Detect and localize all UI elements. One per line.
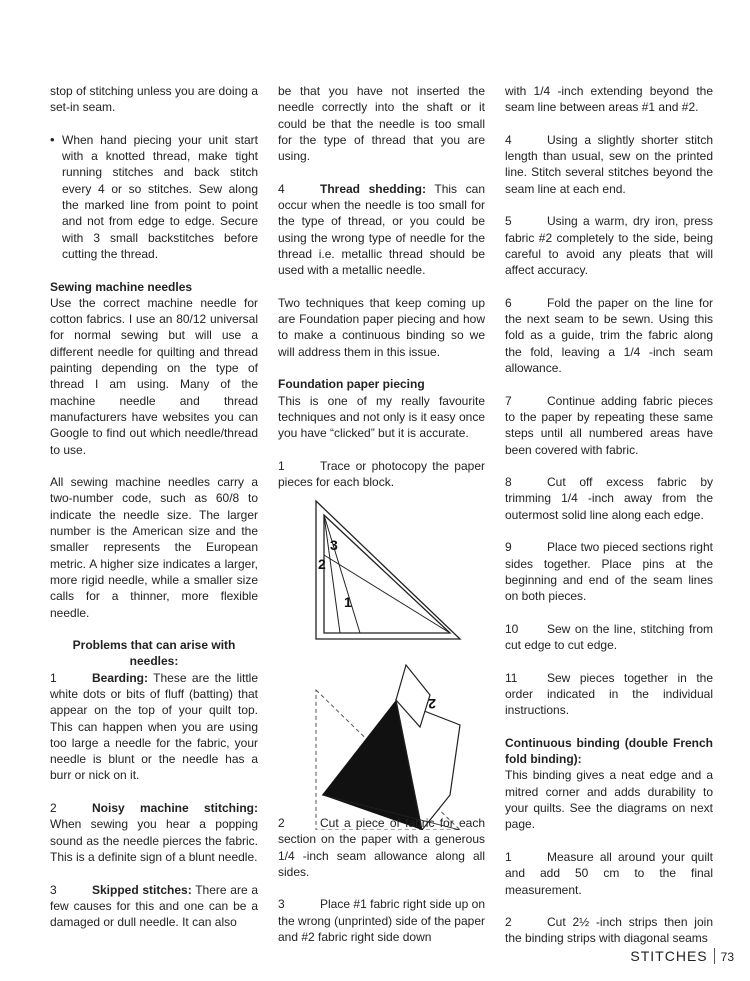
page-number: 73	[720, 950, 734, 964]
item-number: 2	[50, 801, 57, 816]
step-item	[505, 295, 713, 376]
step-item	[278, 458, 485, 491]
item-number: 3	[50, 882, 57, 897]
item-title: Thread shedding:	[320, 181, 426, 196]
area-label-2-flipped: 2	[428, 696, 436, 712]
step-item	[278, 896, 485, 945]
paragraph: This binding gives a neat edge and a mitred corner and adds durability to your quilts. See the diagrams on next page.	[505, 768, 713, 832]
column-2	[278, 83, 485, 507]
item-number: 4	[505, 132, 512, 147]
item-text: Fold the paper on the line for the next seam to be sewn. Using this fold as a guide, trim the fabric along the fold, leaving a 1/4 -inch seam allowance.	[505, 295, 713, 376]
bullet-item: • When hand piecing your unit start with a knotted thread, make tight running stitches and back stitch every 4 or so stitches. Sew along the marked line from point to point and not from edge to edge. Secure with 3 small backstitches before cutting the thread.	[50, 132, 258, 262]
step-item	[505, 849, 713, 898]
step-item	[505, 914, 713, 947]
item-number: 11	[505, 670, 518, 685]
item-number: 4	[278, 181, 285, 196]
item-text: Cut off excess fabric by trimming 1/4 -inch away from the outermost solid line along each edge.	[505, 475, 713, 522]
item-text: There are a few causes for this and one can be a damaged or dull needle. It can also	[50, 882, 258, 930]
item-title: Noisy machine stitching:	[92, 801, 258, 816]
step-item	[505, 670, 713, 719]
item-number: 3	[278, 897, 285, 912]
item-text: Cut 2½ -inch strips then join the binding strips with diagonal seams	[505, 915, 713, 946]
step-item	[278, 815, 485, 880]
item-text: When sewing you hear a popping sound as the needle pierces the fabric. This is a definite sign of a blunt needle.	[50, 817, 258, 864]
paragraph: Two techniques that keep coming up are Foundation paper piecing and how to make a continuous binding so we will address them in this issue.	[278, 295, 485, 359]
item-text: Sew on the line, stitching from cut edge to cut edge.	[505, 621, 713, 653]
paragraph: with 1/4 -inch extending beyond the seam line between areas #1 and #2.	[505, 84, 713, 115]
step-item	[505, 474, 713, 523]
item-number: 10	[505, 621, 519, 636]
item-number: 7	[505, 393, 512, 408]
section-heading: Continuous binding (double French fold binding):	[505, 735, 713, 767]
step-item	[505, 621, 713, 654]
magazine-name: STITCHES	[630, 948, 708, 964]
item-number: 2	[505, 915, 512, 930]
footer-divider	[714, 948, 715, 964]
problem-item	[278, 181, 485, 279]
item-text: Continue adding fabric pieces to the paper by repeating these same steps until all numbered areas have been covered with fabric.	[505, 393, 713, 457]
item-text: This can occur when the needle is too small for the type of thread, or you could be using the wrong type of needle for the thread i.e. metallic thread should be used with a metallic needle.	[278, 181, 485, 278]
item-text: Measure all around your quilt and add 50 cm to the final measurement.	[505, 849, 713, 897]
item-number: 5	[505, 214, 512, 229]
item-text: Place #1 fabric right side up on the wrong (unprinted) side of the paper and #2 fabric right side down	[278, 897, 485, 945]
paragraph: be that you have not inserted the needle correctly into the shaft or it could be that the needle is too small for the type of thread that you are using.	[278, 84, 485, 164]
page-footer	[630, 948, 734, 964]
step-item	[505, 393, 713, 458]
item-number: 6	[505, 295, 512, 310]
paragraph: stop of stitching unless you are doing a set-in seam.	[50, 84, 258, 115]
step-item	[505, 213, 713, 278]
item-text: Place two pieced sections right sides together. Place pins at the beginning and end of the seam lines on both pieces.	[505, 540, 713, 604]
item-text: Using a warm, dry iron, press fabric #2 completely to the side, being careful to avoid any pleats that will affect accuracy.	[505, 214, 713, 278]
item-number: 2	[278, 816, 285, 830]
problem-item	[50, 882, 258, 931]
problem-item	[50, 670, 258, 784]
item-text: Sew pieces together in the order indicated in the individual instructions.	[505, 670, 713, 718]
section-heading: Foundation paper piecing	[278, 377, 425, 392]
item-text: Using a slightly shorter stitch length than usual, sew on the printed line. Stitch several stitches beyond the seam line at each end.	[505, 132, 713, 196]
item-text: These are the little white dots or bits of fluff (batting) that appear on the top of your quilt top. This can happen when you are using too large a needle for the fabric, your needle is blunt or the needle has a burr or nick on it.	[50, 670, 258, 783]
step-item	[505, 539, 713, 604]
area-label-1: 1	[344, 594, 352, 610]
paragraph: This is one of my really favourite techniques and not only is it easy once you have “clicked” but it is accurate.	[278, 393, 485, 441]
item-text: Trace or photocopy the paper pieces for each block.	[278, 458, 485, 490]
area-label-2: 2	[318, 556, 326, 572]
foundation-piecing-diagram	[300, 495, 475, 830]
section-heading: Problems that can arise with needles:	[72, 638, 236, 669]
column-1	[50, 83, 258, 947]
item-text: Cut a piece of fabric for each section on the paper with a generous 1/4 -inch seam allowance along all sides.	[278, 816, 485, 879]
paragraph: Use the correct machine needle for cotton fabrics. I use an 80/12 universal for normal sewing but will use a different needle for quilting and thread painting depending on the type of thread I am using. Many of the machine needle and thread manufacturers have websites you can Google to find out which needle/thread to use.	[50, 295, 258, 457]
item-number: 1	[505, 849, 512, 864]
problem-item	[50, 800, 258, 865]
section-heading: Sewing machine needles	[50, 279, 193, 294]
paragraph: All sewing machine needles carry a two-number code, such as 60/8 to indicate the needle size. The larger number is the American size and the smaller represents the European metric. A higher size indicates a larger, more rigid needle, while a smaller size calls for a thinner, more flexible needle.	[50, 475, 258, 620]
item-number: 9	[505, 540, 512, 555]
column-3	[505, 83, 713, 963]
item-title: Bearding:	[92, 670, 149, 685]
item-number: 8	[505, 475, 512, 490]
item-number: 1	[50, 670, 57, 685]
step-item	[505, 132, 713, 197]
column-2-lower	[278, 815, 485, 962]
area-label-3: 3	[330, 537, 338, 553]
item-title: Skipped stitches:	[92, 882, 192, 897]
item-number: 1	[278, 458, 285, 473]
